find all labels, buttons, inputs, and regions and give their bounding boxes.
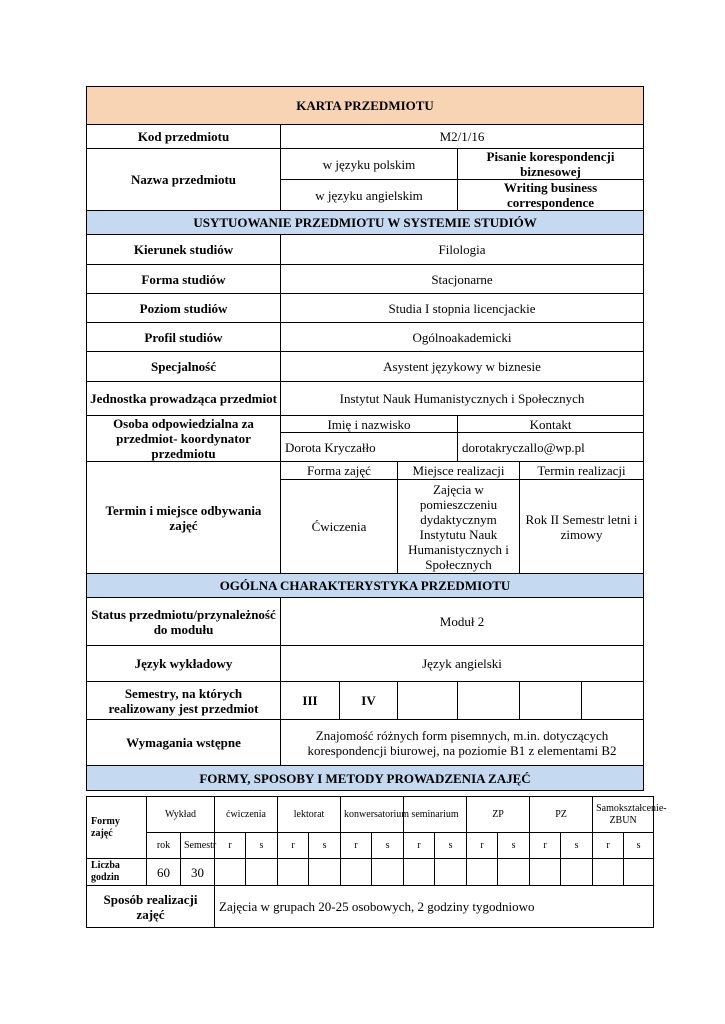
coordinator-contact-header: Kontakt (458, 416, 644, 433)
hours-cell (309, 859, 341, 886)
hours-cell (246, 859, 278, 886)
sub-header-rok: rok (147, 833, 181, 859)
course-code-value: M2/1/16 (281, 125, 644, 149)
level-value: Studia I stopnia licencjackie (281, 294, 644, 323)
hours-cell (561, 859, 593, 886)
language-value: Język angielski (281, 646, 644, 682)
prerequisites-value: Znajomość różnych form pisemnych, m.in. dotyczących korespondencji biurowej, na poziomie B1 z elementami B2 (281, 720, 644, 766)
prerequisites-label: Wymagania wstępne (87, 720, 281, 766)
hours-cell (215, 859, 246, 886)
sub-header-r: r (278, 833, 309, 859)
specialty-value: Asystent językowy w biznesie (281, 352, 644, 382)
form-value: Stacjonarne (281, 265, 644, 294)
section-general-header: OGÓLNA CHARAKTERYSTYKA PRZEDMIOTU (87, 574, 644, 598)
unit-value: Instytut Nauk Humanistycznych i Społecznych (281, 382, 644, 416)
forms-column-header: Wykład (147, 797, 215, 833)
schedule-term-value: Rok II Semestr letni i zimowy (520, 480, 644, 574)
hours-cell (498, 859, 530, 886)
schedule-place-header: Miejsce realizacji (398, 462, 520, 480)
course-name-label: Nazwa przedmiotu (87, 149, 281, 211)
level-label: Poziom studiów (87, 294, 281, 323)
coordinator-label: Osoba odpowiedzialna za przedmiot- koordynator przedmiotu (87, 416, 281, 462)
semester-cell (582, 682, 644, 720)
hours-cell (530, 859, 561, 886)
schedule-term-header: Termin realizacji (520, 462, 644, 480)
field-value: Filologia (281, 235, 644, 265)
polish-name-value: Pisanie korespondencji biznesowej (458, 149, 644, 180)
sub-header-s: s (309, 833, 341, 859)
forms-column-header: lektorat (278, 797, 341, 833)
schedule-place-value: Zajęcia w pomieszczeniu dydaktycznym Instytutu Nauk Humanistycznych i Społecznych (398, 480, 520, 574)
card-title: KARTA PRZEDMIOTU (87, 87, 644, 125)
sub-header-s: s (624, 833, 654, 859)
sub-header-r: r (215, 833, 246, 859)
sub-header-semestr: Semestr (181, 833, 215, 859)
language-label: Język wykładowy (87, 646, 281, 682)
field-label: Kierunek studiów (87, 235, 281, 265)
semester-cell (458, 682, 520, 720)
sub-header-s: s (561, 833, 593, 859)
coordinator-contact: dorotakryczallo@wp.pl (458, 433, 644, 462)
forms-row-label: Formy zajęć (87, 797, 147, 859)
forms-table (86, 796, 667, 928)
method-value: Zajęcia w grupach 20-25 osobowych, 2 godziny tygodniowo (215, 886, 654, 928)
semester-cell: IV (340, 682, 398, 720)
hours-cell (404, 859, 435, 886)
hours-cell (341, 859, 372, 886)
form-label: Forma studiów (87, 265, 281, 294)
sub-header-r: r (530, 833, 561, 859)
course-card-table (86, 86, 644, 791)
forms-column-header: Samokształcenie-ZBUN (593, 797, 654, 833)
sub-header-r: r (467, 833, 498, 859)
hours-cell (467, 859, 498, 886)
english-name-label: w języku angielskim (281, 180, 458, 211)
status-label: Status przedmiotu/przynależność do modułu (87, 598, 281, 646)
sub-header-r: r (593, 833, 624, 859)
schedule-form-header: Forma zajęć (281, 462, 398, 480)
sub-header-r: r (341, 833, 372, 859)
status-value: Moduł 2 (281, 598, 644, 646)
coordinator-name-header: Imię i nazwisko (281, 416, 458, 433)
schedule-label: Termin i miejsce odbywania zajęć (87, 462, 281, 574)
unit-label: Jednostka prowadząca przedmiot (87, 382, 281, 416)
course-code-label: Kod przedmiotu (87, 125, 281, 149)
semester-cell: III (281, 682, 340, 720)
sub-header-r: r (404, 833, 435, 859)
hours-label: Liczba godzin (87, 859, 147, 886)
section-forms-header: FORMY, SPOSOBY I METODY PROWADZENIA ZAJĘĆ (87, 766, 644, 791)
semester-cell (398, 682, 458, 720)
sub-header-s: s (246, 833, 278, 859)
sub-header-s: s (435, 833, 467, 859)
hours-cell (624, 859, 654, 886)
semester-cell (520, 682, 582, 720)
semesters-label: Semestry, na których realizowany jest przedmiot (87, 682, 281, 720)
method-label: Sposób realizacji zajęć (87, 886, 215, 928)
polish-name-label: w języku polskim (281, 149, 458, 180)
hours-cell (278, 859, 309, 886)
hours-cell (593, 859, 624, 886)
forms-column-header: ZP (467, 797, 530, 833)
specialty-label: Specjalność (87, 352, 281, 382)
english-name-value: Writing business correspondence (458, 180, 644, 211)
forms-column-header: konwersatorium (341, 797, 404, 833)
sub-header-s: s (498, 833, 530, 859)
coordinator-name: Dorota Kryczałło (281, 433, 458, 462)
profile-label: Profil studiów (87, 323, 281, 352)
profile-value: Ogólnoakademicki (281, 323, 644, 352)
hours-rok-value: 60 (147, 859, 181, 886)
schedule-form-value: Ćwiczenia (281, 480, 398, 574)
sub-header-s: s (372, 833, 404, 859)
hours-cell (435, 859, 467, 886)
forms-column-header: PZ (530, 797, 593, 833)
forms-column-header: ćwiczenia (215, 797, 278, 833)
forms-column-header: seminarium (404, 797, 467, 833)
section-placement-header: USYTUOWANIE PRZEDMIOTU W SYSTEMIE STUDIÓW (87, 211, 644, 235)
hours-cell (372, 859, 404, 886)
hours-semestr-value: 30 (181, 859, 215, 886)
